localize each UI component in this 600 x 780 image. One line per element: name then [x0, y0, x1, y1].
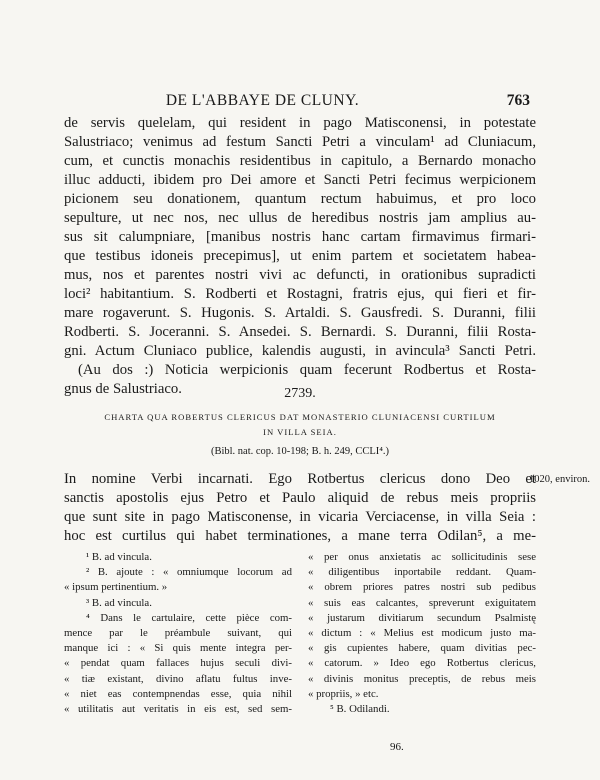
text-line: loci² habitantium. S. Rodberti et Rostagni, fratris ejus, qui fieri et fir-: [64, 286, 536, 302]
text-line: sepulture, ut nec nos, nec ullus de heredibus nostris jam amplius au-: [64, 210, 536, 226]
footnote-line: « ipsum pertinentium. »: [64, 581, 168, 594]
text-line: mus, nos et parentes nostri vivi ac defuncti, in orationibus supradicti: [64, 267, 536, 283]
text-line: mare rogaverunt. S. Hugonis. S. Artaldi. S. Gausfredi. S. Duranni, filii: [64, 305, 536, 321]
footnote-line: mence par le préambule suivant, qui: [64, 627, 292, 640]
text-line: gni. Actum Cluniaco publice, kalendis augusti, in avincula³ Sancti Petri.: [64, 343, 536, 359]
footnote-line: « per onus anxietatis ac sollicitudinis sese: [308, 551, 536, 563]
text-line: gnus de Salustriaco.: [64, 381, 182, 397]
running-head: DE L'ABBAYE DE CLUNY.: [165, 92, 360, 109]
footnote-line: « suis eas calcantes, spreverunt exiguitatem: [308, 596, 536, 609]
footnote-line: « catorum. » Ideo ego Rotbertus clericus,: [308, 657, 536, 670]
footnote-line: « obrem priores patres nostri sub pedibus: [308, 581, 536, 594]
footnote-line: ¹ B. ad vincula.: [86, 551, 152, 563]
footnote-line: « diligentibus inportabile reddant. Quam-: [308, 566, 536, 579]
text-line: que testibus idoneis precepimus], ut enim partem et societatem habea-: [64, 248, 536, 264]
continuation-text: [64, 114, 536, 399]
text-line: de servis quelelam, qui resident in pago Matisconensi, in potestate: [64, 115, 536, 131]
text-line: sanctis apostolis ejus Petro et Paulo aliquid de rebus meis propriis: [64, 490, 536, 506]
footnote-line: « tiæ existant, divino aflatu fultus inve-: [64, 672, 292, 685]
charter-number: 2739.: [284, 386, 316, 401]
text-line: picionem seu donationem, quantum rectum habuimus, et pro loco: [64, 191, 536, 207]
charter-title: [64, 410, 536, 440]
text-line: sus sit calumpniare, [manibus nostris hanc cartam firmavimus firmari-: [64, 229, 536, 245]
text-line: hoc est curtilus qui habet terminationes, a mane terra Odilan⁵, a me-: [64, 528, 536, 544]
text-line: que sunt site in pago Matisconense, in vicaria Verciacense, in villa Seia :: [64, 509, 536, 525]
text-line: illuc adducti, ibidem pro Dei amore et Sancti Petri fecimus werpicionem: [64, 172, 536, 188]
text-line: (Au dos :) Noticia werpicionis quam fecerunt Rodbertus et Rosta-: [78, 362, 536, 378]
source-reference: (Bibl. nat. cop. 10-198; B. h. 249, CCLI⁴.): [210, 446, 390, 457]
charter-title-line: CHARTA QUA ROBERTUS CLERICUS DAT MONASTERIO CLUNIACENSI CURTILUM: [104, 412, 496, 422]
charter-text: [64, 470, 536, 546]
footnote-line: « utilitatis aut veritatis in eis est, sed sem-: [64, 703, 292, 716]
footnote-line: « divinis monitus preceptis, de rebus meis: [308, 672, 536, 685]
footnotes-right-column: [308, 550, 536, 717]
signature-mark: 96.: [390, 741, 404, 753]
footnote-line: « niet eas contempnendas esse, quia nihil: [64, 687, 292, 700]
footnote-line: ⁵ B. Odilandi.: [330, 703, 390, 716]
footnote-line: « pendat quam fallaces hujus seculi divi-: [64, 657, 292, 670]
page-number: 763: [506, 92, 530, 109]
footnote-line: ⁴ Dans le cartulaire, cette pièce com-: [86, 611, 292, 624]
footnote-line: manque ici : « Si quis mente integra per-: [64, 642, 292, 655]
footnote-line: ³ B. ad vincula.: [86, 596, 152, 609]
footnote-line: « propriis, » etc.: [308, 687, 379, 700]
footnote-line: « justarum divitiarum secundum Psalmistę: [308, 611, 536, 624]
footnote-line: « gis cupientes habere, quam divitias pec-: [308, 642, 536, 655]
margin-date: 1020, environ.: [529, 474, 590, 485]
footnotes-left-column: [64, 550, 292, 717]
text-line: Salustriaco; venimus ad festum Sancti Petri a vinculam¹ ad Cluniacum,: [64, 134, 536, 150]
text-line: In nomine Verbi incarnati. Ego Rotbertus clericus dono Deo et: [64, 471, 536, 487]
text-line: cum, et cunctis monachis residentibus in capitulo, a Bernardo monacho: [64, 153, 536, 169]
text-line: Rodberti. S. Joceranni. S. Ansedei. S. Bernardi. S. Duranni, filii Rosta-: [64, 324, 536, 340]
footnote-line: « dictum : « Melius est modicum justo ma-: [308, 627, 536, 640]
charter-title-line: IN VILLA SEIA.: [263, 427, 337, 437]
footnote-line: ² B. ajoute : « omniumque locorum ad: [86, 566, 292, 579]
